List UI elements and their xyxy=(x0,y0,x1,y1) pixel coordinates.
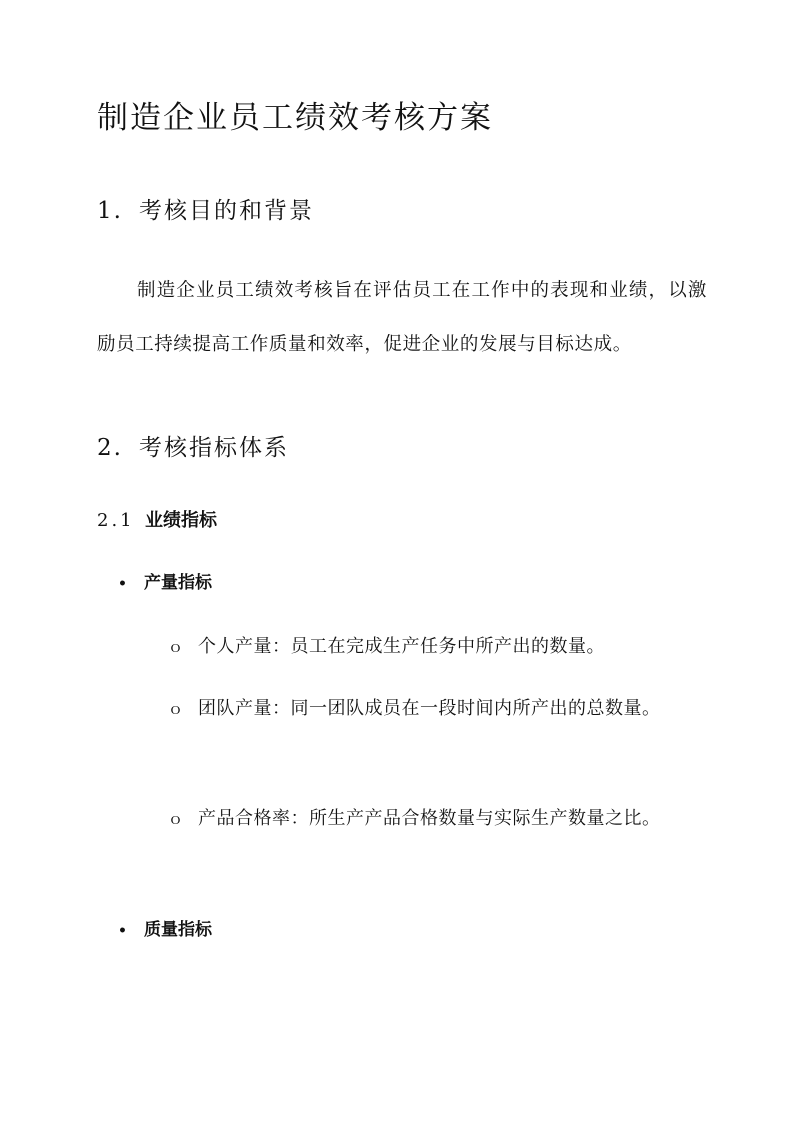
bullet-label: 质量指标 xyxy=(144,920,212,940)
section-1-paragraph: 制造企业员工绩效考核旨在评估员工在工作中的表现和业绩，以激励员工持续提高工作质量和效率，促进企业的发展与目标达成。 xyxy=(97,280,707,355)
circle-bullet-icon: ｏ xyxy=(168,810,184,828)
section-2-number: 2. xyxy=(97,435,123,461)
sub-item-text: 团队产量：同一团队成员在一段时间内所产出的总数量。 xyxy=(198,698,661,719)
section-2-title: 考核指标体系 xyxy=(139,435,289,461)
sub-item-text: 产品合格率：所生产产品合格数量与实际生产数量之比。 xyxy=(198,808,661,829)
bullet-label: 产量指标 xyxy=(144,573,212,593)
bullet-item-output xyxy=(118,568,212,599)
subsection-2-1-heading xyxy=(97,506,217,536)
section-1-number: 1. xyxy=(97,198,123,224)
bullet-item-quality xyxy=(118,915,212,946)
section-2-heading xyxy=(97,429,289,467)
subsection-2-1-number: 2.1 xyxy=(97,510,135,531)
sub-item-team-output xyxy=(168,680,708,738)
bullet-dot-icon: • xyxy=(118,576,127,592)
bullet-dot-icon: • xyxy=(118,923,127,939)
sub-item-text: 个人产量：员工在完成生产任务中所产出的数量。 xyxy=(198,636,605,657)
section-1-heading xyxy=(97,192,314,230)
sub-item-individual-output xyxy=(168,618,708,676)
sub-item-pass-rate xyxy=(168,790,708,848)
circle-bullet-icon: ｏ xyxy=(168,638,184,656)
document-title: 制造企业员工绩效考核方案 xyxy=(97,100,493,136)
subsection-2-1-title: 业绩指标 xyxy=(145,510,217,531)
circle-bullet-icon: ｏ xyxy=(168,700,184,718)
section-1-title: 考核目的和背景 xyxy=(139,198,314,224)
